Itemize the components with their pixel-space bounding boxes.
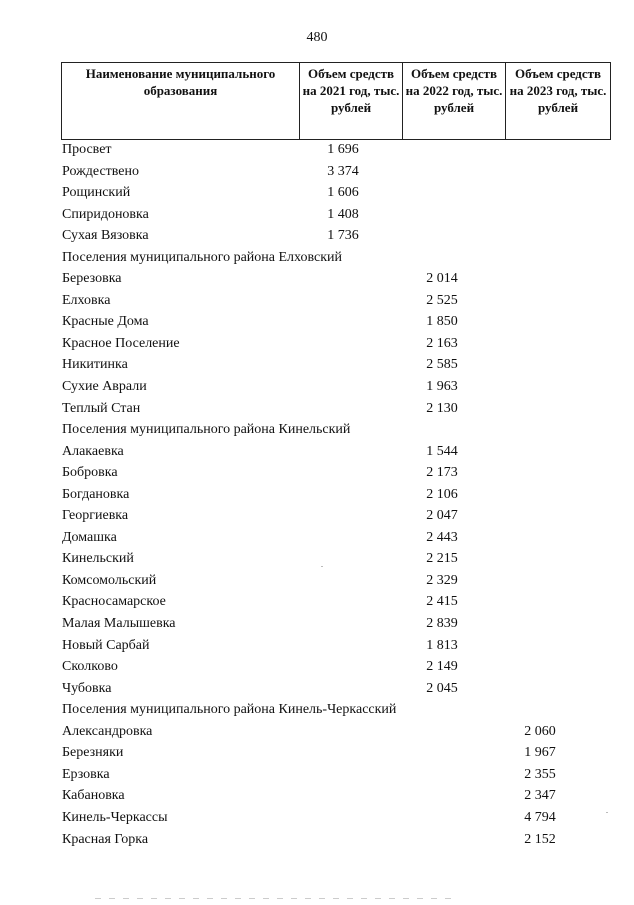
municipality-name: Александровка [62,723,153,739]
municipality-name: Малая Малышевка [62,616,176,632]
group-heading-row [61,419,601,441]
municipality-name: Никитинка [62,357,128,373]
municipality-name: Красная Горка [62,831,149,847]
municipality-name: Домашка [62,529,117,545]
table-body [61,139,601,850]
table-row [61,333,601,355]
amount-2022: 2 215 [426,551,458,567]
municipality-name: Георгиевка [62,508,129,524]
table-row [61,139,601,161]
municipality-name: Красное Поселение [62,335,180,351]
page-number: 480 [306,30,328,45]
scan-speck [321,566,323,567]
table-row [61,591,601,613]
table-row [61,204,601,226]
table-row [61,376,601,398]
municipality-name: Чубовка [62,680,112,696]
amount-2021: 1 408 [327,206,359,222]
amount-2021: 1 696 [327,142,359,157]
amount-2021: 1 736 [327,228,359,244]
municipality-name: Ерзовка [62,766,110,782]
table-row [61,441,601,463]
table-row [61,829,601,851]
table-row [61,613,601,635]
table-row [61,268,601,290]
amount-2023: 2 347 [524,788,556,804]
table-row [61,656,601,678]
table-row [61,462,601,484]
municipality-name: Красносамарское [62,594,166,610]
municipality-name: Кинельский [62,551,134,567]
table-row [61,182,601,204]
table-row [61,398,601,420]
table-row [61,548,601,570]
table-row [61,225,601,247]
table-row [61,505,601,527]
table-row [61,678,601,700]
scan-artifact [95,898,455,899]
amount-2022: 2 173 [426,465,458,481]
amount-2022: 2 130 [426,400,458,416]
amount-2022: 2 329 [426,572,458,588]
amount-2022: 1 544 [426,443,458,459]
header-2021: Объем средств на 2021 год, тыс. рублей [300,63,403,140]
amount-2022: 2 047 [426,508,458,524]
header-municipality: Наименование муниципального образования [62,63,300,140]
group-heading: Поселения муниципального района Кинель-Черкасский [62,702,397,718]
amount-2022: 1 963 [426,379,458,395]
amount-2022: 2 045 [426,680,458,696]
municipality-name: Комсомольский [62,572,157,588]
municipality-name: Теплый Стан [62,400,141,416]
header-2023: Объем средств на 2023 год, тыс. рублей [506,63,611,140]
municipality-name: Просвет [62,142,112,157]
amount-2022: 2 149 [426,659,458,675]
municipality-name: Елховка [62,292,111,308]
table-row [61,742,601,764]
municipality-name: Спиридоновка [62,206,149,222]
municipality-name: Красные Дома [62,314,149,330]
table-row [61,807,601,829]
municipality-name: Кабановка [62,788,125,804]
amount-2022: 2 415 [426,594,458,610]
municipality-name: Рощинский [62,185,131,201]
amount-2022: 2 163 [426,335,458,351]
table-row [61,484,601,506]
table-row [61,290,601,312]
table-row [61,635,601,657]
municipality-name: Березовка [62,271,122,287]
table-header [61,62,611,140]
group-heading: Поселения муниципального района Елховский [62,249,343,265]
municipality-name: Алакаевка [62,443,124,459]
amount-2022: 2 525 [426,292,458,308]
amount-2022: 2 839 [426,616,458,632]
amount-2023: 2 355 [524,766,556,782]
amount-2022: 1 850 [426,314,458,330]
table-row [61,570,601,592]
table-row [61,527,601,549]
municipality-name: Богдановка [62,486,130,502]
group-heading-row [61,247,601,269]
amount-2023: 2 152 [524,831,556,847]
amount-2022: 2 585 [426,357,458,373]
amount-2021: 1 606 [327,185,359,201]
amount-2023: 1 967 [524,745,556,761]
table-row [61,354,601,376]
scan-speck [606,812,608,813]
table-row [61,161,601,183]
amount-2021: 3 374 [327,163,359,179]
table-row [61,785,601,807]
amount-2022: 2 443 [426,529,458,545]
municipality-name: Новый Сарбай [62,637,150,653]
municipality-name: Сухие Аврали [62,379,147,395]
header-2022: Объем средств на 2022 год, тыс. рублей [403,63,506,140]
municipality-name: Сухая Вязовка [62,228,149,244]
municipality-name: Кинель-Черкассы [62,809,168,825]
municipality-name: Бобровка [62,465,118,481]
table-row [61,764,601,786]
table-row [61,311,601,333]
amount-2022: 2 014 [426,271,458,287]
amount-2022: 2 106 [426,486,458,502]
amount-2023: 2 060 [524,723,556,739]
table-row [61,721,601,743]
group-heading: Поселения муниципального района Кинельский [62,422,351,438]
municipality-name: Сколково [62,659,118,675]
municipality-name: Березняки [62,745,124,761]
group-heading-row [61,699,601,721]
amount-2022: 1 813 [426,637,458,653]
header-row [62,63,611,140]
municipality-name: Рождествено [62,163,140,179]
amount-2023: 4 794 [524,809,556,825]
